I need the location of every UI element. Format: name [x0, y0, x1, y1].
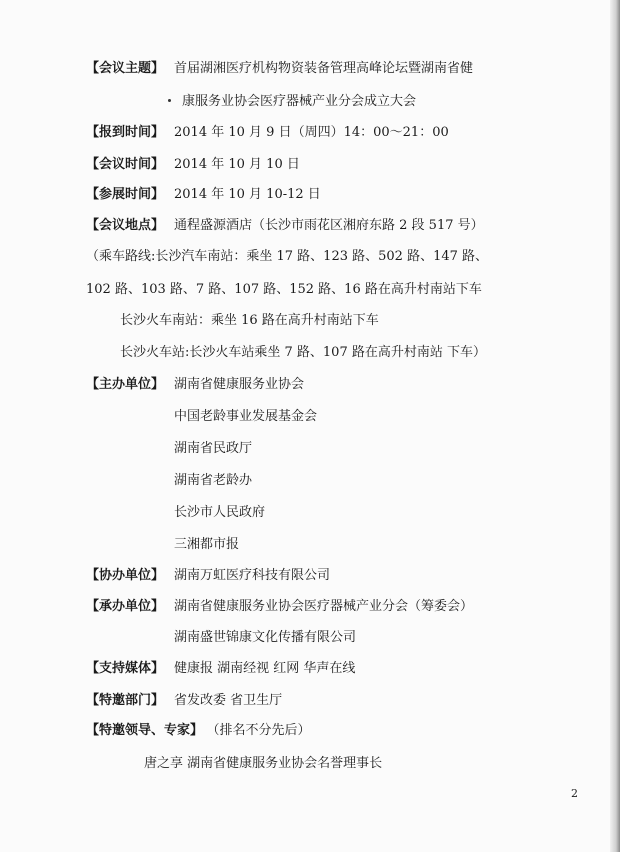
venue-value: 通程盛源酒店（长沙市雨花区湘府东路 2 段 517 号） — [174, 218, 484, 233]
route-line-4: 长沙火车站:长沙火车站乘坐 7 路、107 路在高升村南站 下车） — [120, 345, 486, 360]
venue-row — [86, 217, 484, 235]
route-line-1: （乘车路线:长沙汽车南站：乘坐 17 路、123 路、502 路、147 路、 — [86, 249, 489, 264]
media-label: 【支持媒体】 — [86, 661, 165, 676]
route-line-3: 长沙火车南站：乘坐 16 路在高升村南站下车 — [120, 313, 379, 328]
organizer-item: 湖南盛世锦康文化传播有限公司 — [174, 630, 357, 645]
organizer-row — [86, 598, 473, 616]
theme-label: 【会议主题】 — [86, 61, 165, 76]
guests-note: （排名不分先后） — [213, 723, 311, 738]
checkin-label: 【报到时间】 — [86, 125, 165, 140]
media-row — [86, 660, 355, 678]
meeting-row — [86, 156, 300, 174]
exhibit-value: 2014 年 10 月 10-12 日 — [174, 187, 321, 202]
meeting-label: 【会议时间】 — [86, 157, 165, 172]
coorg-row — [86, 567, 330, 585]
organizer-label: 【承办单位】 — [86, 599, 165, 614]
scan-mark — [168, 99, 171, 102]
host-item: 中国老龄事业发展基金会 — [174, 409, 318, 424]
guest-entry: 唐之享 湖南省健康服务业协会名誉理事长 — [144, 756, 383, 771]
organizer-item: 湖南省健康服务业协会医疗器械产业分会（筹委会） — [174, 599, 474, 614]
exhibit-label: 【参展时间】 — [86, 187, 165, 202]
route-line-2: 102 路、103 路、7 路、107 路、152 路、16 路在高升村南站下车 — [86, 282, 482, 297]
depts-label: 【特邀部门】 — [86, 693, 165, 708]
host-item: 湖南省民政厅 — [174, 441, 253, 456]
checkin-value: 2014 年 10 月 9 日（周四）14：00～21：00 — [174, 125, 449, 140]
meeting-value: 2014 年 10 月 10 日 — [174, 157, 300, 172]
host-item: 湖南省老龄办 — [174, 473, 253, 488]
host-label: 【主办单位】 — [86, 377, 165, 392]
guests-row — [86, 722, 311, 740]
host-item: 长沙市人民政府 — [174, 505, 266, 520]
theme-value: 首届湖湘医疗机构物资装备管理高峰论坛暨湖南省健 — [174, 61, 474, 76]
media-value: 健康报 湖南经视 红网 华声在线 — [174, 661, 356, 676]
checkin-row — [86, 124, 449, 142]
theme-row — [86, 60, 473, 78]
depts-row — [86, 692, 282, 710]
exhibit-row — [86, 186, 321, 204]
page-number: 2 — [571, 787, 578, 800]
host-item: 湖南省健康服务业协会 — [174, 377, 305, 392]
host-row — [86, 376, 304, 394]
depts-value: 省发改委 省卫生厅 — [174, 693, 283, 708]
page-edge-shadow — [610, 0, 620, 852]
coorg-value: 湖南万虹医疗科技有限公司 — [174, 568, 331, 583]
venue-label: 【会议地点】 — [86, 218, 165, 233]
host-item: 三湘都市报 — [174, 537, 240, 552]
guests-label: 【特邀领导、专家】 — [86, 723, 204, 738]
theme-value-cont: 康服务业协会医疗器械产业分会成立大会 — [182, 94, 417, 109]
coorg-label: 【协办单位】 — [86, 568, 165, 583]
